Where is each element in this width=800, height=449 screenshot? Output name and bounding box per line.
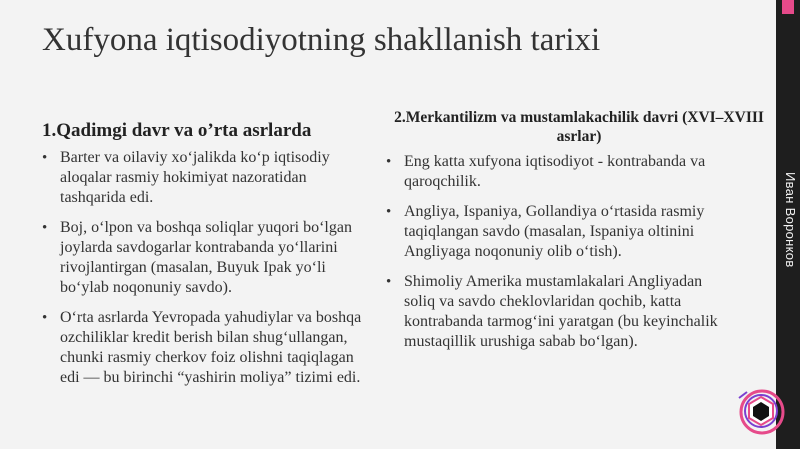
bullet-text: Oʻrta asrlarda Yevropada yahudiylar va boshqa ozchiliklar kredit berish bilan shugʻullangan, chunki rasmiy cherkov foiz olishni taqiqlagan edi — bu birinchi “yashirin moliya” tizimi edi.: [60, 309, 362, 386]
list-item: [42, 148, 362, 208]
slide-title: Xufyona iqtisodiyotning shakllanish tarixi: [42, 22, 601, 58]
author-label: Иван Воронков: [783, 172, 798, 268]
logo-icon: [727, 378, 789, 440]
bullet-icon: •: [42, 150, 48, 166]
list-item: [386, 272, 736, 352]
list-item: [386, 152, 736, 192]
bullet-icon: •: [42, 310, 48, 326]
bullet-icon: •: [386, 274, 392, 290]
left-section-heading: 1.Qadimgi davr va o’rta asrlarda: [42, 120, 312, 141]
list-item: [386, 202, 736, 262]
bullet-text: Eng katta xufyona iqtisodiyot - kontrabanda va qaroqchilik.: [404, 153, 706, 190]
list-item: [42, 218, 362, 298]
bullet-icon: •: [42, 220, 48, 236]
right-bullet-list: [386, 152, 736, 362]
bullet-text: Boj, oʻlpon va boshqa soliqlar yuqori boʻlgan joylarda savdogarlar kontrabanda yoʻllarini rivojlantirgan (masalan, Buyuk Ipak yoʻli boʻylab noqonuniy savdo).: [60, 219, 352, 296]
right-section-heading: 2.Merkantilizm va mustamlakachilik davri (XVI–XVIII asrlar): [394, 109, 764, 145]
bullet-text: Shimoliy Amerika mustamlakalari Angliyadan soliq va savdo cheklovlaridan qochib, katta kontrabanda tarmogʻini yaratgan (bu keyinchalik mustaqillik urushiga sabab boʻlgan).: [404, 273, 718, 350]
bullet-icon: •: [386, 154, 392, 170]
left-bullet-list: [42, 148, 362, 398]
bullet-icon: •: [386, 204, 392, 220]
list-item: [42, 308, 362, 388]
corner-accent: [782, 0, 794, 14]
bullet-text: Angliya, Ispaniya, Gollandiya oʻrtasida rasmiy taqiqlangan savdo (masalan, Ispaniya oltinini Angliyaga noqonuniy olib oʻtish).: [404, 203, 705, 260]
bullet-text: Barter va oilaviy xoʻjalikda koʻp iqtisodiy aloqalar rasmiy hokimiyat nazoratidan tashqarida edi.: [60, 149, 330, 206]
